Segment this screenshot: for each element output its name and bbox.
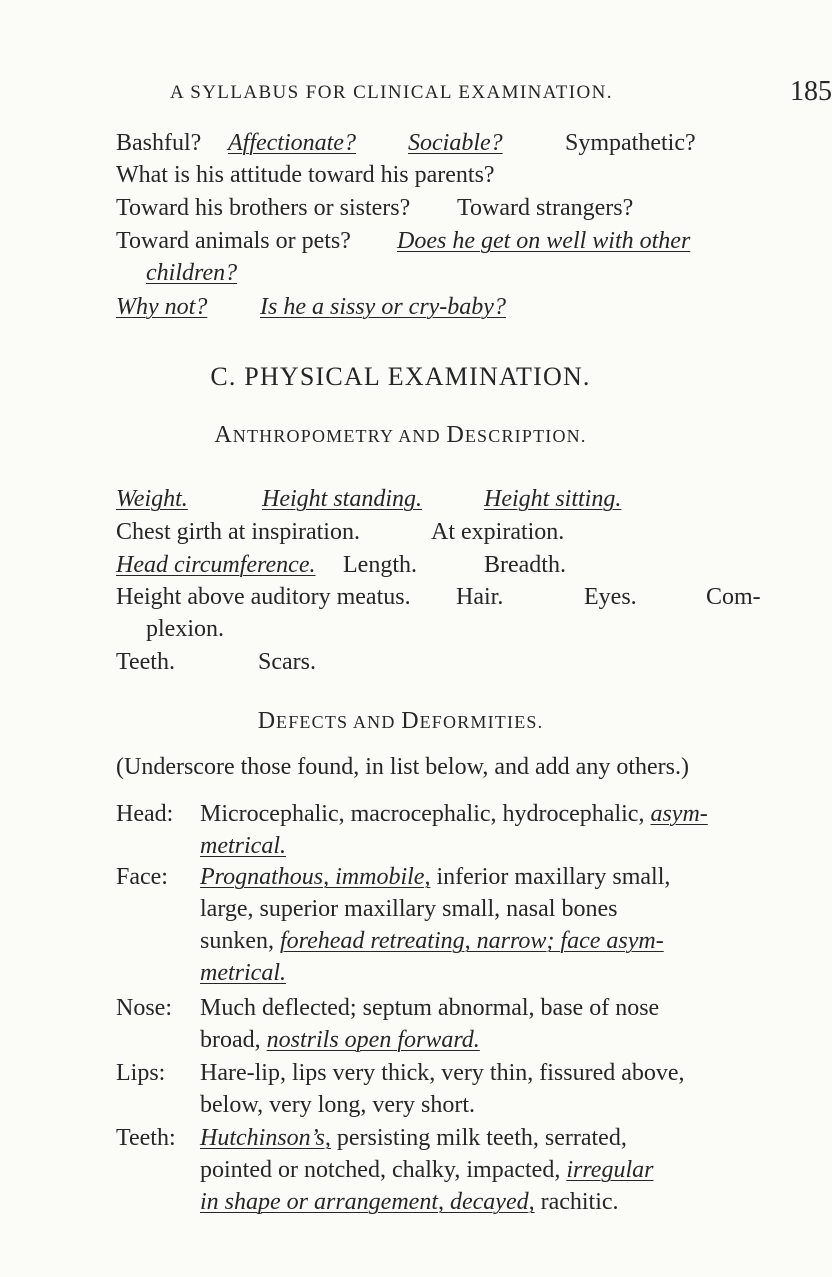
q-affectionate: Affectionate? [228, 130, 356, 156]
q-why-not: Why not? [116, 294, 208, 320]
teeth-text: Hutchinson’s, persisting milk teeth, serrated, pointed or notched, chalky, impacted, irregular in shape or arrangement, decayed, rachitic. [200, 1125, 654, 1215]
item-height-meatus: Height above auditory meatus. [116, 584, 411, 610]
lips-text: Hare-lip, lips very thick, very thin, fissured above, below, very long, very short. [200, 1060, 685, 1118]
nose-text: Much deflected; septum abnormal, base of nose broad, nostrils open forward. [200, 995, 660, 1053]
q-strangers: Toward strangers? [457, 195, 634, 221]
face-text: Prognathous, immobile, inferior maxillary small, large, superior maxillary small, nasal bones sunken, forehead retreating, narrow; face asym- metrical. [200, 864, 671, 986]
head-text: Microcephalic, macrocephalic, hydrocephalic, asym- metrical. [200, 801, 708, 859]
item-weight: Weight. [116, 486, 188, 512]
item-expiration: At expiration. [431, 519, 565, 545]
item-height-standing: Height standing. [262, 486, 422, 512]
defects-heading: DEFECTS AND DEFORMITIES. [257, 708, 544, 734]
anthropometry-subheading: ANTHROPOMETRY AND DESCRIPTION. [214, 422, 587, 448]
q-get-on-well: Does he get on well with other [397, 228, 691, 254]
teeth-label: Teeth: [116, 1125, 176, 1151]
item-chest: Chest girth at inspiration. [116, 519, 360, 545]
lips-label: Lips: [116, 1060, 166, 1086]
q-brothers: Toward his brothers or sisters? [116, 195, 411, 221]
item-teeth: Teeth. [116, 649, 175, 675]
item-complexion-part1: Com- [706, 584, 761, 610]
item-scars: Scars. [258, 649, 316, 675]
q-sociable: Sociable? [408, 130, 503, 156]
item-height-sitting: Height sitting. [484, 486, 622, 512]
q-animals: Toward animals or pets? [116, 228, 351, 254]
item-breadth: Breadth. [484, 552, 566, 578]
nose-label: Nose: [116, 995, 172, 1021]
item-head-circumference: Head circumference. [116, 552, 316, 578]
defects-instruction: (Underscore those found, in list below, and add any others.) [116, 754, 689, 780]
q-sissy: Is he a sissy or cry-baby? [260, 294, 506, 320]
face-label: Face: [116, 864, 168, 890]
q-bashful: Bashful? [116, 130, 202, 156]
section-c-heading: C. PHYSICAL EXAMINATION. [210, 362, 591, 391]
item-length: Length. [343, 552, 417, 578]
running-head-title: A SYLLABUS FOR CLINICAL EXAMINATION. [170, 82, 613, 103]
question-line-1 [116, 128, 201, 158]
head-label: Head: [116, 801, 174, 827]
item-complexion-part2: plexion. [146, 616, 224, 642]
running-head [170, 76, 832, 107]
question-line-2: What is his attitude toward his parents? [116, 162, 495, 188]
page-number: 185 [790, 76, 832, 107]
item-hair: Hair. [456, 584, 504, 610]
q-sympathetic: Sympathetic? [565, 130, 696, 156]
q-children: children? [146, 260, 238, 286]
item-eyes: Eyes. [584, 584, 637, 610]
